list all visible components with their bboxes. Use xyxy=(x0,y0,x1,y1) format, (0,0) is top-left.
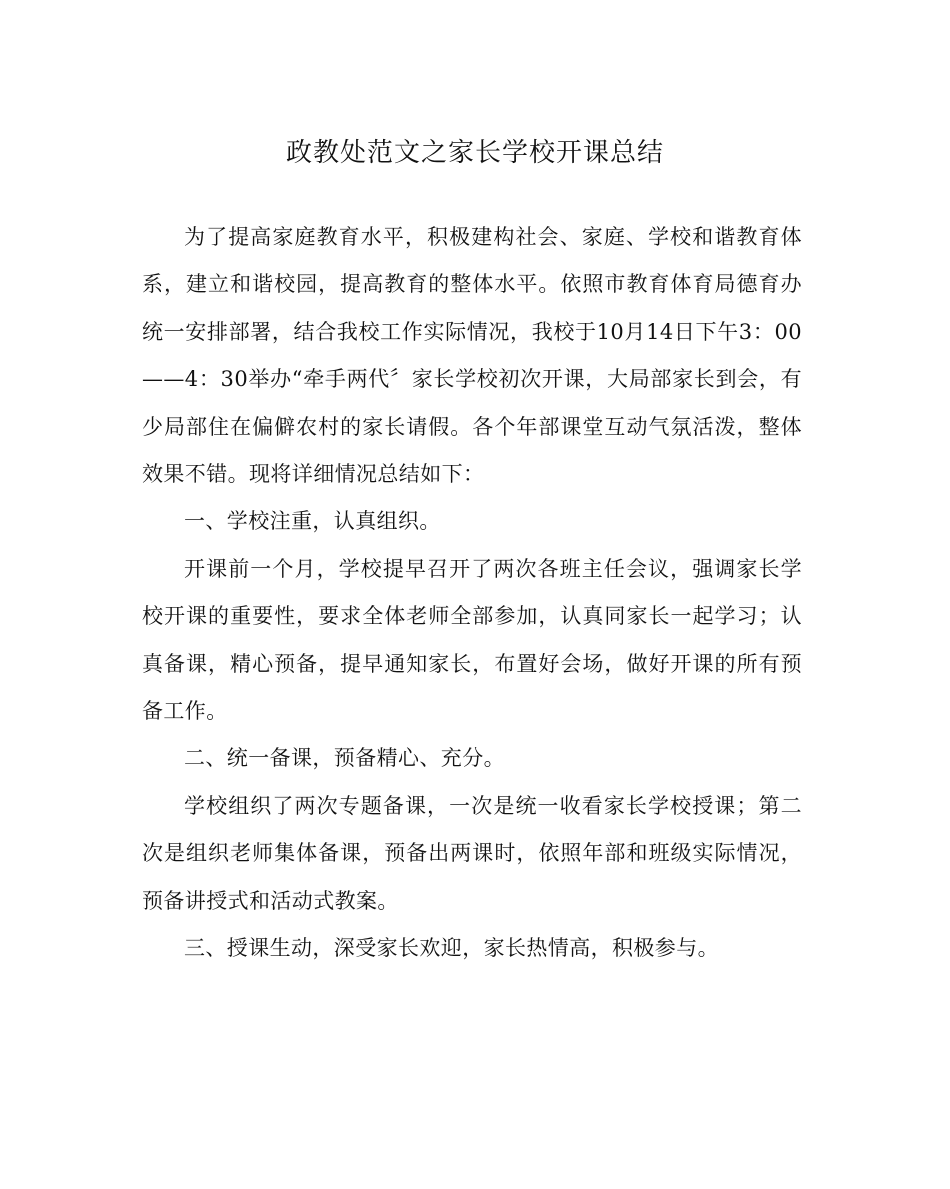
section-heading-2: 二、统一备课，预备精心、充分。 xyxy=(184,746,505,771)
document-body xyxy=(142,214,802,973)
paragraph-section-2: 学校组织了两次专题备课，一次是统一收看家长学校授课；第二次是组织老师集体备课，预备出两课时，依照年部和班级实际情况，预备讲授式和活动式教案。 xyxy=(142,793,802,913)
document-title: 政教处范文之家长学校开课总结 xyxy=(285,138,664,168)
paragraph-intro: 为了提高家庭教育水平，积极建构社会、家庭、学校和谐教育体系，建立和谐校园，提高教育的整体水平。依照市教育体育局德育办统一安排部署，结合我校工作实际情况，我校于10月14日下午3：00——4：30举办“牵手两代〞家长学校初次开课，大局部家长到会，有少局部住在偏僻农村的家长请假。各个年部课堂互动气氛活泼，整体效果不错。现将详细情况总结如下： xyxy=(142,225,802,487)
paragraph-section-1: 开课前一个月，学校提早召开了两次各班主任会议，强调家长学校开课的重要性，要求全体老师全部参加，认真同家长一起学习；认真备课，精心预备，提早通知家长，布置好会场，做好开课的所有预备工作。 xyxy=(142,556,802,724)
section-heading-1: 一、学校注重，认真组织。 xyxy=(184,509,441,534)
section-heading-3: 三、授课生动，深受家长欢迎，家长热情高，积极参与。 xyxy=(184,936,719,961)
